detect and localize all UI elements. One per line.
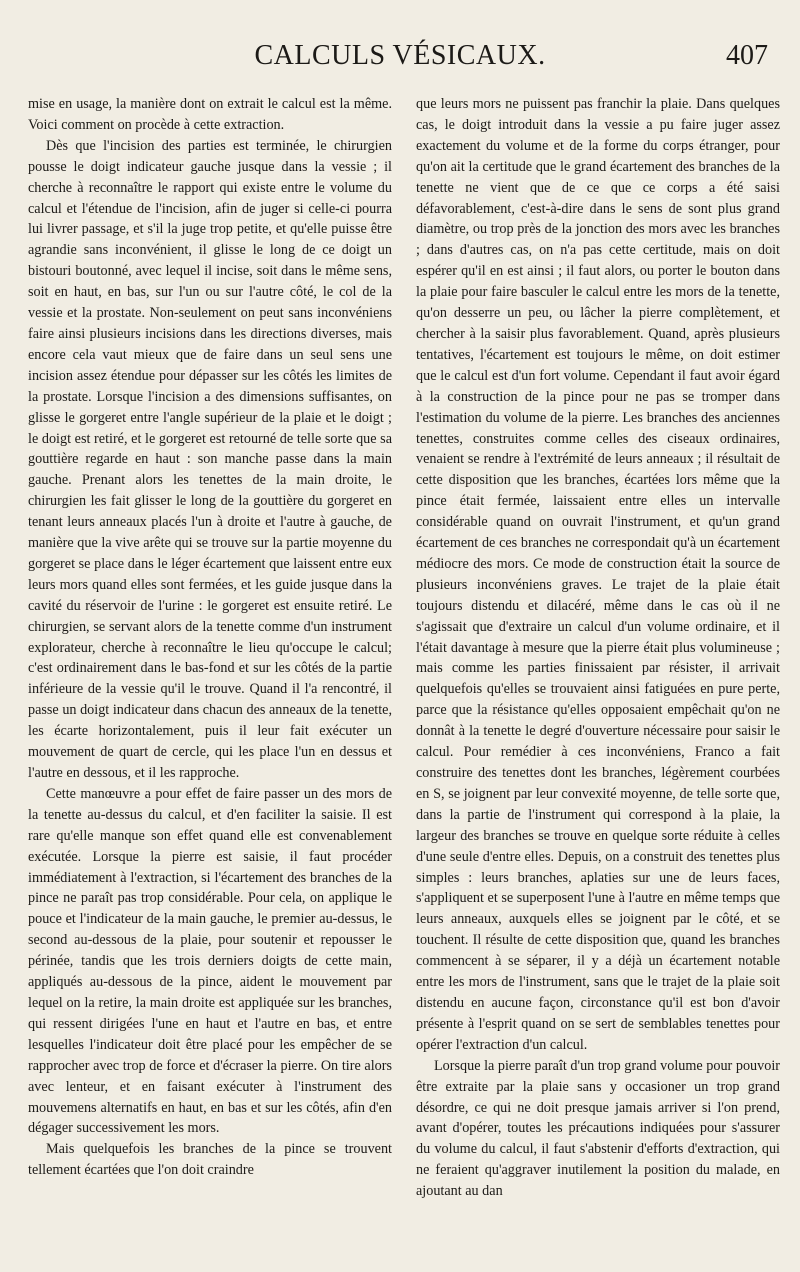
text-columns [28, 94, 780, 1266]
left-column [28, 94, 392, 1266]
running-title: CALCULS VÉSICAUX. [254, 40, 546, 71]
right-column [416, 94, 780, 1266]
paragraph: Mais quelquefois les branches de la pince se trouvent tellement écartées que l'on doit craindre [28, 1141, 392, 1179]
running-head [0, 36, 800, 76]
paragraph: que leurs mors ne puissent pas franchir la plaie. Dans quelques cas, le doigt introduit dans la vessie a pu faire juger assez exactement du volume et de la forme du corps étranger, pour qu'on ait la certitude que le grand écartement des branches de la tenette ne vient que de ce que ce corps a été saisi défavorablement, c'est-à-dire dans le sens de sont plus grand diamètre, ou trop près de la jonction des mors avec les branches ; dans d'autres cas, on n'a pas cette certitude, mais on doit espérer qu'il en est ainsi ; il faut alors, ou porter le bouton dans la plaie pour faire basculer le calcul entre les mors de la tenette, qu'on desserre un peu, ou lâcher la pierre complètement, et chercher à la saisir plus favorablement. Quand, après plusieurs tentatives, l'écartement est toujours le même, on doit estimer que le calcul est d'un fort volume. Cependant il faut avoir égard à la construction de la pince pour ne pas se tromper dans l'estimation du volume de la pierre. Les branches des anciennes tenettes, construites comme celles des ciseaux ordinaires, venaient se rendre à l'extrémité de leurs anneaux ; il résultait de cette disposition que les branches, écartées lors même que la pince était fermée, laissaient entre elles un intervalle considérable quand on ouvrait l'instrument, et qu'un grand écartement de ces branches ne correspondait qu'à un écartement médiocre des mors. Ce mode de construction était la source de plusieurs inconvéniens graves. Le trajet de la plaie était toujours distendu et dilacéré, même dans le cas où il ne s'agissait que d'extraire un calcul d'un volume ordinaire, et il l'était davantage à mesure que la pierre était plus volumineuse ; mais comme les parties finissaient par résister, il arrivait quelquefois qu'elles se trouvaient ainsi fatiguées en pure perte, parce que la résistance qu'elles opposaient empêchait qu'on ne donnât à la tenette le degré d'ouverture nécessaire pour saisir le calcul. Pour remédier à ces inconvéniens, Franco a fait construire des tenettes dont les branches, légèrement courbées en S, se joignent par leur convexité moyenne, de telle sorte que, dans la partie de l'instrument qui correspond à la plaie, la largeur des branches se trouve en quelque sorte réduite à celles d'une seule d'entre elles. Depuis, on a construit des tenettes plus simples : leurs branches, aplaties sur une de leurs faces, s'appliquent et se superposent l'une à l'autre en même temps que leurs anneaux, auxquels elles se joignent par le côté, et se touchent. Il résulte de cette disposition que, quand les branches commencent à se séparer, il y a déjà un écartement notable entre les mors de l'instrument, sans que le trajet de la plaie soit distendu en aucune façon, circonstance qu'il est bon d'avoir présente à l'esprit quand on se sert de semblables tenettes pour opérer l'extraction d'un calcul. [416, 96, 780, 1053]
paragraph: Lorsque la pierre paraît d'un trop grand volume pour pouvoir être extraite par la plaie sans y occasioner un trop grand désordre, ce qui ne doit presque jamais arriver si l'on prend, avant d'opérer, toutes les précautions indiquées pour s'assurer du volume du calcul, il faut s'abstenir d'efforts d'extraction, qui ne feraient qu'aggraver inutilement la position du malade, en ajoutant au dan [416, 1057, 780, 1200]
paragraph: mise en usage, la manière dont on extrait le calcul est la même. Voici comment on procède à cette extraction. [28, 96, 392, 133]
page-number: 407 [726, 40, 768, 71]
paragraph: Cette manœuvre a pour effet de faire passer un des mors de la tenette au-dessus du calcul, et d'en faciliter la saisie. Il est rare qu'elle manque son effet quand elle est convenablement exécutée. Lorsque la pierre est saisie, il faut procéder immédiatement à l'extraction, si l'écartement des branches de la pince ne paraît pas trop considérable. Pour cela, on applique le pouce et l'indicateur de la main gauche, le premier au-dessus, le second au-dessous de la plaie, pour soutenir et repousser le périnée, tandis que les trois derniers doigts de cette main, appliqués au-dessous de la pince, aident le mouvement par lequel on la retire, la main droite est appliquée sur les branches, qui ressent dirigées l'une en haut et l'autre en bas, et entre lesquelles l'indicateur doit être placé pour les empêcher de se rapprocher avec trop de force et d'écraser la pierre. On tire alors avec lenteur, et en faisant exécuter à l'instrument des mouvemens alternatifs en haut, en bas et sur les côtés, afin d'en dégager successivement les mors. [28, 785, 392, 1137]
paragraph: Dès que l'incision des parties est terminée, le chirurgien pousse le doigt indicateur gauche jusque dans la vessie ; il cherche à reconnaître le rapport qui existe entre le volume du calcul et l'étendue de l'incision, afin de juger si celle-ci pourra lui livrer passage, et s'il la juge trop petite, et qu'elle puisse être agrandie sans inconvénient, il glisse le long de ce doigt un bistouri boutonné, avec lequel il incise, soit dans le même sens, soit en haut, en bas, sur l'un ou sur l'autre côté, le col de la vessie et la prostate. Non-seulement on peut sans inconvéniens faire ainsi plusieurs incisions dans les directions diverses, mais encore cela vaut mieux que de faire dans un seul sens une incision assez étendue pour dépasser sur les côtés les limites de la prostate. Lorsque l'incision a des dimensions suffisantes, on glisse le gorgeret entre l'angle supérieur de la plaie et le doigt ; le doigt est retiré, et le gorgeret est retourné de telle sorte que sa gouttière regarde en haut : son manche passe dans la main gauche. Prenant alors les tenettes de la main droite, le chirurgien les fait glisser le long de la gouttière du gorgeret en tenant leurs anneaux placés l'un à droite et l'autre à gauche, de manière que la vive arête qui se trouve sur la partie moyenne du gorgeret se place dans le léger écartement que laissent entre eux leurs mors quand elles sont fermées, et les guide jusque dans la cavité du réservoir de l'urine : le gorgeret est ensuite retiré. Le chirurgien, se servant alors de la tenette comme d'un instrument explorateur, cherche à reconnaître le lieu qu'occupe le calcul; c'est ordinairement dans le bas-fond et sur les côtés de la partie inférieure de la vessie qu'il le trouve. Quand il l'a rencontré, il passe un doigt indicateur dans chacun des anneaux de la tenette, les écarte horizontalement, puis il leur fait exécuter un mouvement de quart de cercle, qui les place l'un en dessus et l'autre en dessous, et il les rapproche. [28, 137, 392, 781]
